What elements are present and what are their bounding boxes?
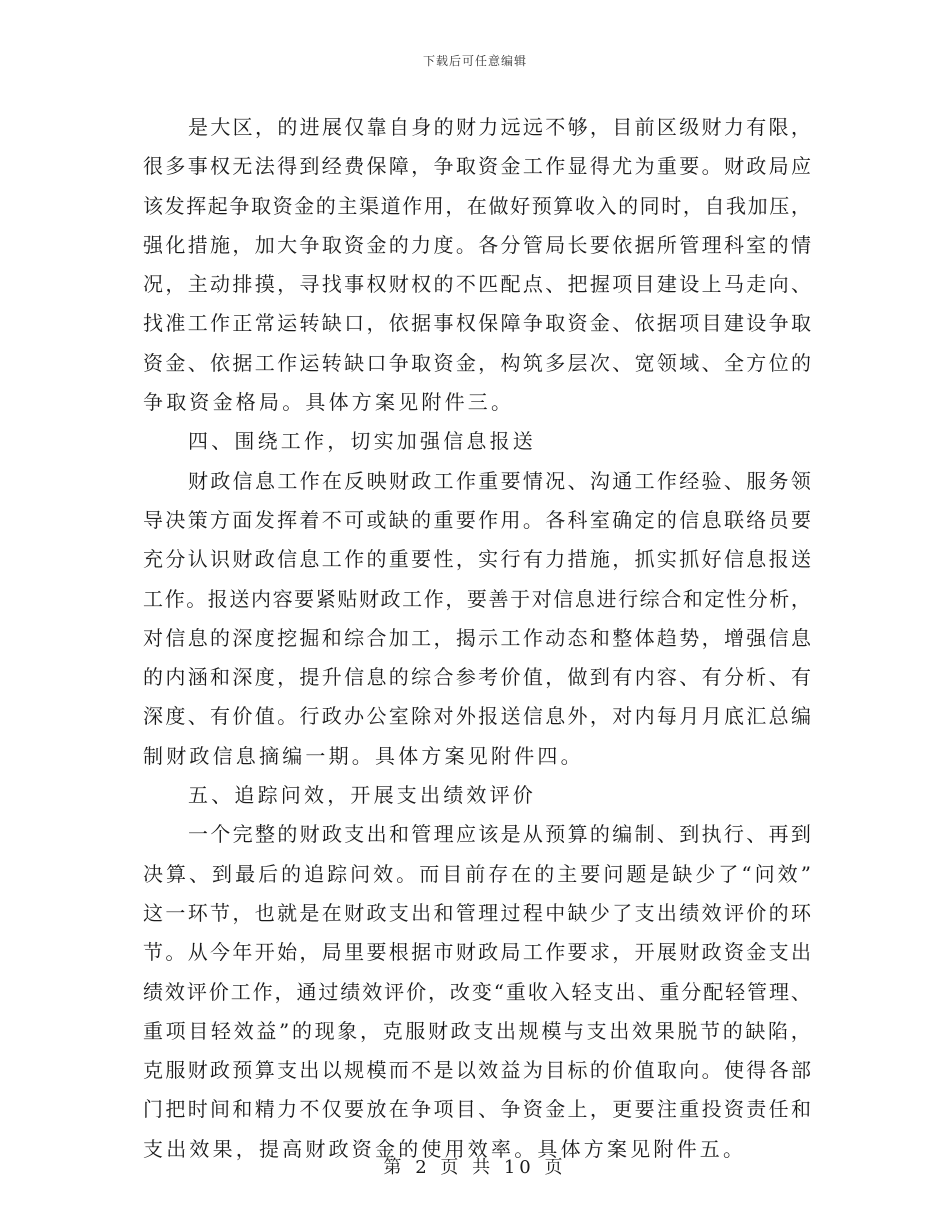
text-line: 资 金 、 依 据 工 作 运 转 缺 口 争 取 资 金 ， 构 筑 多 层 次 、 宽 领 域 、 全 方 位 的: [143, 350, 811, 375]
text-line: [143, 422, 811, 461]
text-line: 是 大 区 ， 的 进 展 仅 靠 自 身 的 财 力 远 远 不 够 ， 目 前 区 级 财 力 有 限 ，: [188, 115, 811, 139]
text-line: 该 发 挥 起 争 取 资 金 的 主 渠 道 作 用 ， 在 做 好 预 算 收 入 的 同 时 ， 自 我 加 压 ，: [143, 193, 811, 218]
text-line: 深 度 、 有 价 值 。 行 政 办 公 室 除 对 外 报 送 信 息 外 ， 对 内 每 月 月 底 汇 总 编: [143, 704, 811, 729]
text-line: 财 政 信 息 工 作 在 反 映 财 政 工 作 重 要 情 况 、 沟 通 工 作 经 验 、 服 务 领: [188, 468, 811, 493]
text-line: 充 分 认 识 财 政 信 息 工 作 的 重 要 性 ， 实 行 有 力 措 施 ， 抓 实 抓 好 信 息 报 送: [143, 547, 811, 572]
document-body: [143, 108, 811, 1169]
text-line: [143, 383, 811, 422]
text-line: 的 内 涵 和 深 度 ， 提 升 信 息 的 综 合 参 考 价 值 ， 做 到 有 内 容 、 有 分 析 、 有: [143, 665, 811, 690]
text-line: 门 把 时 间 和 精 力 不 仅 要 放 在 争 项 目 、 争 资 金 上 ， 更 要 注 重 投 资 责 任 和: [143, 1097, 811, 1122]
text-line: 很 多 事 权 无 法 得 到 经 费 保 障 ， 争 取 资 金 工 作 显 得 尤 为 重 要 。 财 政 局 应: [143, 154, 811, 179]
page-footer: 第 2 页 共 10 页: [383, 1157, 567, 1178]
text-line: [143, 776, 811, 815]
text-line: 对 信 息 的 深 度 挖 掘 和 综 合 加 工 ， 揭 示 工 作 动 态 和 整 体 趋 势 ， 增 强 信 息: [143, 625, 811, 650]
text-line: [143, 737, 811, 776]
text-line: 绩 效 评 价 工 作 ， 通 过 绩 效 评 价 ， 改 变 “ 重 收 入 轻 支 出 、 重 分 配 轻 管 理 、: [143, 979, 811, 1004]
text-line: 找 准 工 作 正 常 运 转 缺 口 ， 依 据 事 权 保 障 争 取 资 金 、 依 据 项 目 建 设 争 取: [143, 311, 811, 336]
text-line: 克 服 财 政 预 算 支 出 以 规 模 而 不 是 以 效 益 为 目 标 的 价 值 取 向 。 使 得 各 部: [143, 1058, 811, 1083]
text-line: 工 作 。 报 送 内 容 要 紧 贴 财 政 工 作 ， 要 善 于 对 信 息 进 行 综 合 和 定 性 分 析 ，: [143, 586, 811, 611]
text-line: 导 决 策 方 面 发 挥 着 不 可 或 缺 的 重 要 作 用 。 各 科 室 确 定 的 信 息 联 络 员 要: [143, 507, 811, 532]
text-line-content: 争取资金格局。具体方案见附件三。: [143, 390, 515, 415]
text-line-content: 五、追踪问效，开展支出绩效评价: [188, 783, 536, 808]
text-line: 一 个 完 整 的 财 政 支 出 和 管 理 应 该 是 从 预 算 的 编 制 、 到 执 行 、 再 到: [188, 822, 811, 847]
page-header-note: 下载后可任意编辑: [422, 54, 527, 68]
text-line: 强 化 措 施 ， 加 大 争 取 资 金 的 力 度 。 各 分 管 局 长 要 依 据 所 管 理 科 室 的 情: [143, 232, 811, 257]
text-line: 重 项 目 轻 效 益 ” 的 现 象 ， 克 服 财 政 支 出 规 模 与 支 出 效 果 脱 节 的 缺 陷 ，: [143, 1018, 811, 1043]
text-line: 这 一 环 节 ， 也 就 是 在 财 政 支 出 和 管 理 过 程 中 缺 少 了 支 出 绩 效 评 价 的 环: [143, 900, 811, 925]
text-line-content: 四、围绕工作，切实加强信息报送: [188, 429, 536, 454]
text-line-content: 制财政信息摘编一期。具体方案见附件四。: [143, 743, 584, 768]
text-line: 决 算 、 到 最 后 的 追 踪 问 效 。 而 目 前 存 在 的 主 要 问 题 是 缺 少 了 “ 问 效 ”: [143, 861, 811, 886]
text-line: 节 。 从 今 年 开 始 ， 局 里 要 根 据 市 财 政 局 工 作 要 求 ， 开 展 财 政 资 金 支 出: [143, 940, 811, 965]
text-line-content: 支出效果，提高财政资金的使用效率。具体方案见附件五。: [143, 1136, 747, 1161]
text-line: 况 ， 主 动 排 摸 ， 寻 找 事 权 财 权 的 不 匹 配 点 、 把 握 项 目 建 设 上 马 走 向 、: [143, 272, 811, 297]
